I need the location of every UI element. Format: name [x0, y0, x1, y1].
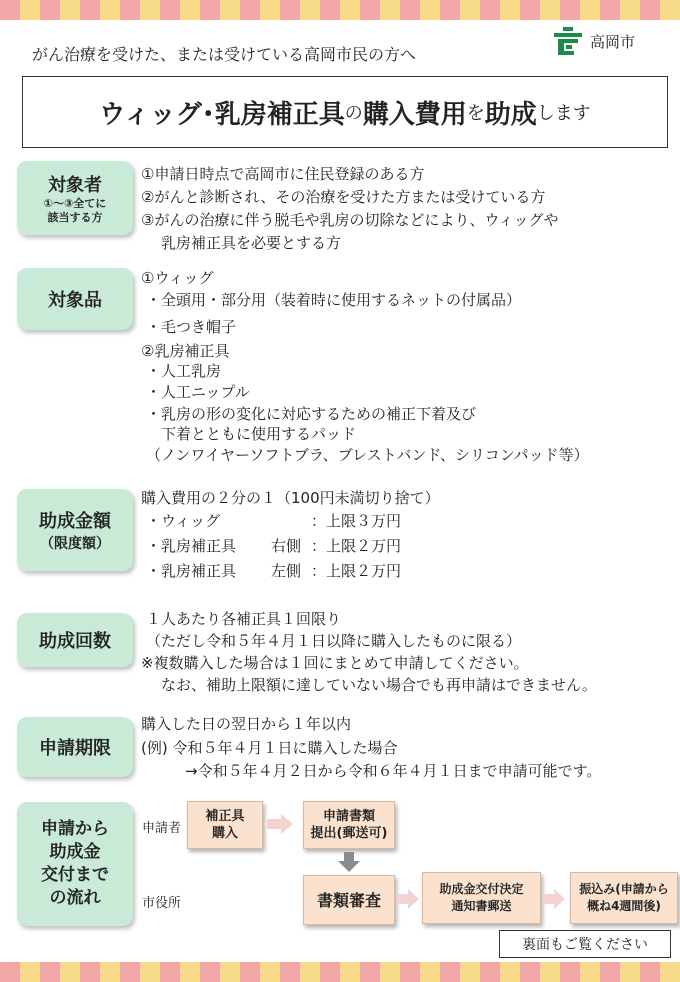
period-line-3: →令和５年４月２日から令和６年４月１日まで申請可能です。	[185, 762, 602, 780]
label-target-items	[17, 268, 133, 330]
flow-step-purchase-line-1: 補正具	[205, 809, 245, 824]
stripe-segment	[460, 962, 480, 982]
stripe-segment	[300, 962, 320, 982]
amount-row-3-limit: ：上限２万円	[311, 562, 402, 580]
stripe-segment	[60, 0, 80, 20]
label-amount-text: 助成金額	[39, 511, 111, 532]
stripe-segment	[220, 962, 240, 982]
stripe-segment	[480, 962, 500, 982]
flow-step-notice-line-2: 通知書郵送	[451, 899, 512, 913]
stripe-segment	[400, 962, 420, 982]
label-target-persons-sub1: ①～③全てに	[43, 197, 107, 210]
arrow-right-icon	[397, 889, 419, 909]
stripe-segment	[300, 0, 320, 20]
target-persons-line-1: ①申請日時点で高岡市に住民登録のある方	[141, 165, 425, 183]
stripe-segment	[120, 0, 140, 20]
stripe-segment	[640, 962, 660, 982]
stripe-segment	[220, 0, 240, 20]
stripe-segment	[460, 0, 480, 20]
stripe-segment	[360, 962, 380, 982]
stripe-segment	[280, 962, 300, 982]
stripe-segment	[420, 0, 440, 20]
stripe-segment	[500, 962, 520, 982]
stripe-segment	[140, 962, 160, 982]
flow-step-submit-line-1: 申請書類	[322, 809, 375, 824]
stripe-segment	[440, 962, 460, 982]
stripe-segment	[340, 962, 360, 982]
target-persons-line-2: ②がんと診断され、その治療を受けた方または受けている方	[141, 188, 546, 206]
label-count-text: 助成回数	[39, 631, 111, 652]
arrow-down-icon	[338, 852, 360, 872]
label-flow-line-1: 申請から	[41, 819, 109, 839]
role-applicant: 申請者	[142, 821, 182, 836]
stripe-segment	[40, 962, 60, 982]
target-items-line-4: ②乳房補正具	[141, 342, 230, 360]
role-city: 市役所	[142, 896, 182, 911]
stripe-segment	[620, 0, 640, 20]
stripe-segment	[160, 0, 180, 20]
label-target-items-text: 対象品	[48, 290, 102, 311]
stripe-segment	[340, 0, 360, 20]
stripe-segment	[120, 962, 140, 982]
stripe-segment	[560, 962, 580, 982]
arrow-right-icon	[267, 814, 293, 834]
stripe-segment	[240, 0, 260, 20]
target-items-line-6: ・人工ニップル	[146, 383, 250, 401]
target-items-line-5: ・人工乳房	[146, 362, 222, 380]
stripe-segment	[280, 0, 300, 20]
top-stripe-border	[0, 0, 680, 20]
stripe-segment	[600, 0, 620, 20]
period-line-1: 購入した日の翌日から１年以内	[141, 715, 352, 733]
flow-step-transfer-line-2: 概ね4週間後)	[587, 899, 661, 913]
period-line-2: (例) 令和５年４月１日に購入した場合	[141, 739, 398, 757]
stripe-segment	[400, 0, 420, 20]
label-target-persons	[17, 161, 133, 235]
flow-step-notice	[422, 872, 541, 924]
target-persons-line-3: ③がんの治療に伴う脱毛や乳房の切除などにより、ウィッグや	[141, 211, 559, 229]
target-items-line-8: 下着とともに使用するパッド	[161, 425, 357, 443]
stripe-segment	[200, 962, 220, 982]
stripe-segment	[180, 962, 200, 982]
target-persons-line-4: 乳房補正具を必要とする方	[161, 234, 342, 252]
stripe-segment	[160, 962, 180, 982]
target-items-line-1: ①ウィッグ	[141, 269, 214, 287]
flow-step-notice-line-1: 助成金交付決定	[439, 882, 524, 896]
count-line-3: ※複数購入した場合は１回にまとめて申請してください。	[141, 654, 529, 672]
amount-row-2-item: ・乳房補正具	[146, 537, 237, 555]
label-target-persons-sub2: 該当する方	[47, 211, 103, 224]
stripe-segment	[60, 962, 80, 982]
target-items-line-9: （ノンワイヤーソフトブラ、ブレストバンド、シリコンパッド等）	[146, 446, 589, 464]
amount-row-3-item: ・乳房補正具	[146, 562, 237, 580]
amount-intro: 購入費用の２分の１（100円未満切り捨て）	[141, 489, 440, 507]
stripe-segment	[180, 0, 200, 20]
amount-row-2-limit: ：上限２万円	[311, 537, 402, 555]
label-period-text: 申請期限	[39, 738, 111, 759]
stripe-segment	[480, 0, 500, 20]
stripe-segment	[580, 962, 600, 982]
label-amount	[17, 489, 133, 571]
label-target-persons-text: 対象者	[48, 175, 102, 196]
stripe-segment	[100, 962, 120, 982]
stripe-segment	[140, 0, 160, 20]
bottom-stripe-border	[0, 962, 680, 982]
label-amount-sub: （限度額）	[40, 536, 110, 552]
label-flow-line-3: 交付まで	[41, 865, 109, 885]
target-items-line-7: ・乳房の形の変化に対応するための補正下着及び	[146, 405, 477, 423]
stripe-segment	[540, 962, 560, 982]
stripe-segment	[560, 0, 580, 20]
amount-row-1-item: ・ウィッグ	[146, 512, 221, 530]
city-logo-icon	[550, 26, 586, 56]
label-period	[17, 717, 133, 777]
stripe-segment	[20, 0, 40, 20]
flow-step-purchase	[187, 801, 263, 849]
stripe-segment	[520, 962, 540, 982]
stripe-segment	[200, 0, 220, 20]
flow-step-review-text: 書類審査	[316, 890, 381, 910]
back-side-note: 裏面もご覧ください	[499, 930, 671, 958]
title-ending: します	[536, 103, 591, 124]
stripe-segment	[380, 0, 400, 20]
target-items-line-3: ・毛つき帽子	[146, 318, 237, 336]
stripe-segment	[0, 962, 20, 982]
label-flow	[17, 802, 133, 926]
title-particle-wo: を	[466, 103, 485, 124]
stripe-segment	[660, 962, 680, 982]
flow-step-review	[303, 875, 395, 925]
stripe-segment	[540, 0, 560, 20]
stripe-segment	[440, 0, 460, 20]
flow-step-submit-line-2: 提出(郵送可)	[310, 826, 388, 841]
stripe-segment	[640, 0, 660, 20]
target-items-line-2: ・全頭用・部分用（装着時に使用するネットの付属品）	[146, 291, 522, 309]
stripe-segment	[80, 0, 100, 20]
stripe-segment	[580, 0, 600, 20]
title-box	[22, 76, 668, 148]
stripe-segment	[0, 0, 20, 20]
stripe-segment	[660, 0, 680, 20]
stripe-segment	[520, 0, 540, 20]
label-flow-line-4: の流れ	[49, 888, 101, 908]
count-line-2: （ただし令和５年４月１日以降に購入したものに限る）	[146, 632, 522, 650]
stripe-segment	[380, 962, 400, 982]
stripe-segment	[500, 0, 520, 20]
label-flow-line-2: 助成金	[49, 842, 101, 862]
intro-text: がん治療を受けた、または受けている高岡市民の方へ	[32, 45, 417, 64]
stripe-segment	[620, 962, 640, 982]
arrow-right-icon	[543, 889, 565, 909]
title-particle-no: の	[344, 103, 363, 124]
amount-row-1-limit: ：上限３万円	[311, 512, 402, 530]
label-count	[17, 613, 133, 667]
flow-step-submit	[303, 801, 395, 849]
flow-step-purchase-line-2: 購入	[211, 826, 238, 841]
stripe-segment	[260, 962, 280, 982]
title-subsidy: 助成	[484, 99, 537, 130]
amount-row-2-side: 右側	[271, 537, 302, 555]
stripe-segment	[20, 962, 40, 982]
count-line-1: １人あたり各補正具１回限り	[146, 610, 342, 628]
flow-step-transfer-line-1: 振込み(申請から	[579, 882, 669, 896]
city-logo	[550, 26, 635, 56]
stripe-segment	[100, 0, 120, 20]
stripe-segment	[420, 962, 440, 982]
amount-row-3-side: 左側	[271, 562, 302, 580]
stripe-segment	[80, 962, 100, 982]
stripe-segment	[320, 962, 340, 982]
stripe-segment	[240, 962, 260, 982]
title-main: ウィッグ･乳房補正具	[99, 99, 345, 130]
title-cost: 購入費用	[362, 99, 467, 130]
stripe-segment	[40, 0, 60, 20]
stripe-segment	[320, 0, 340, 20]
stripe-segment	[600, 962, 620, 982]
count-line-4: なお、補助上限額に達していない場合でも再申請はできません。	[161, 676, 597, 694]
logo-text: 高岡市	[590, 32, 636, 51]
stripe-segment	[360, 0, 380, 20]
flow-step-transfer	[570, 872, 678, 924]
stripe-segment	[260, 0, 280, 20]
